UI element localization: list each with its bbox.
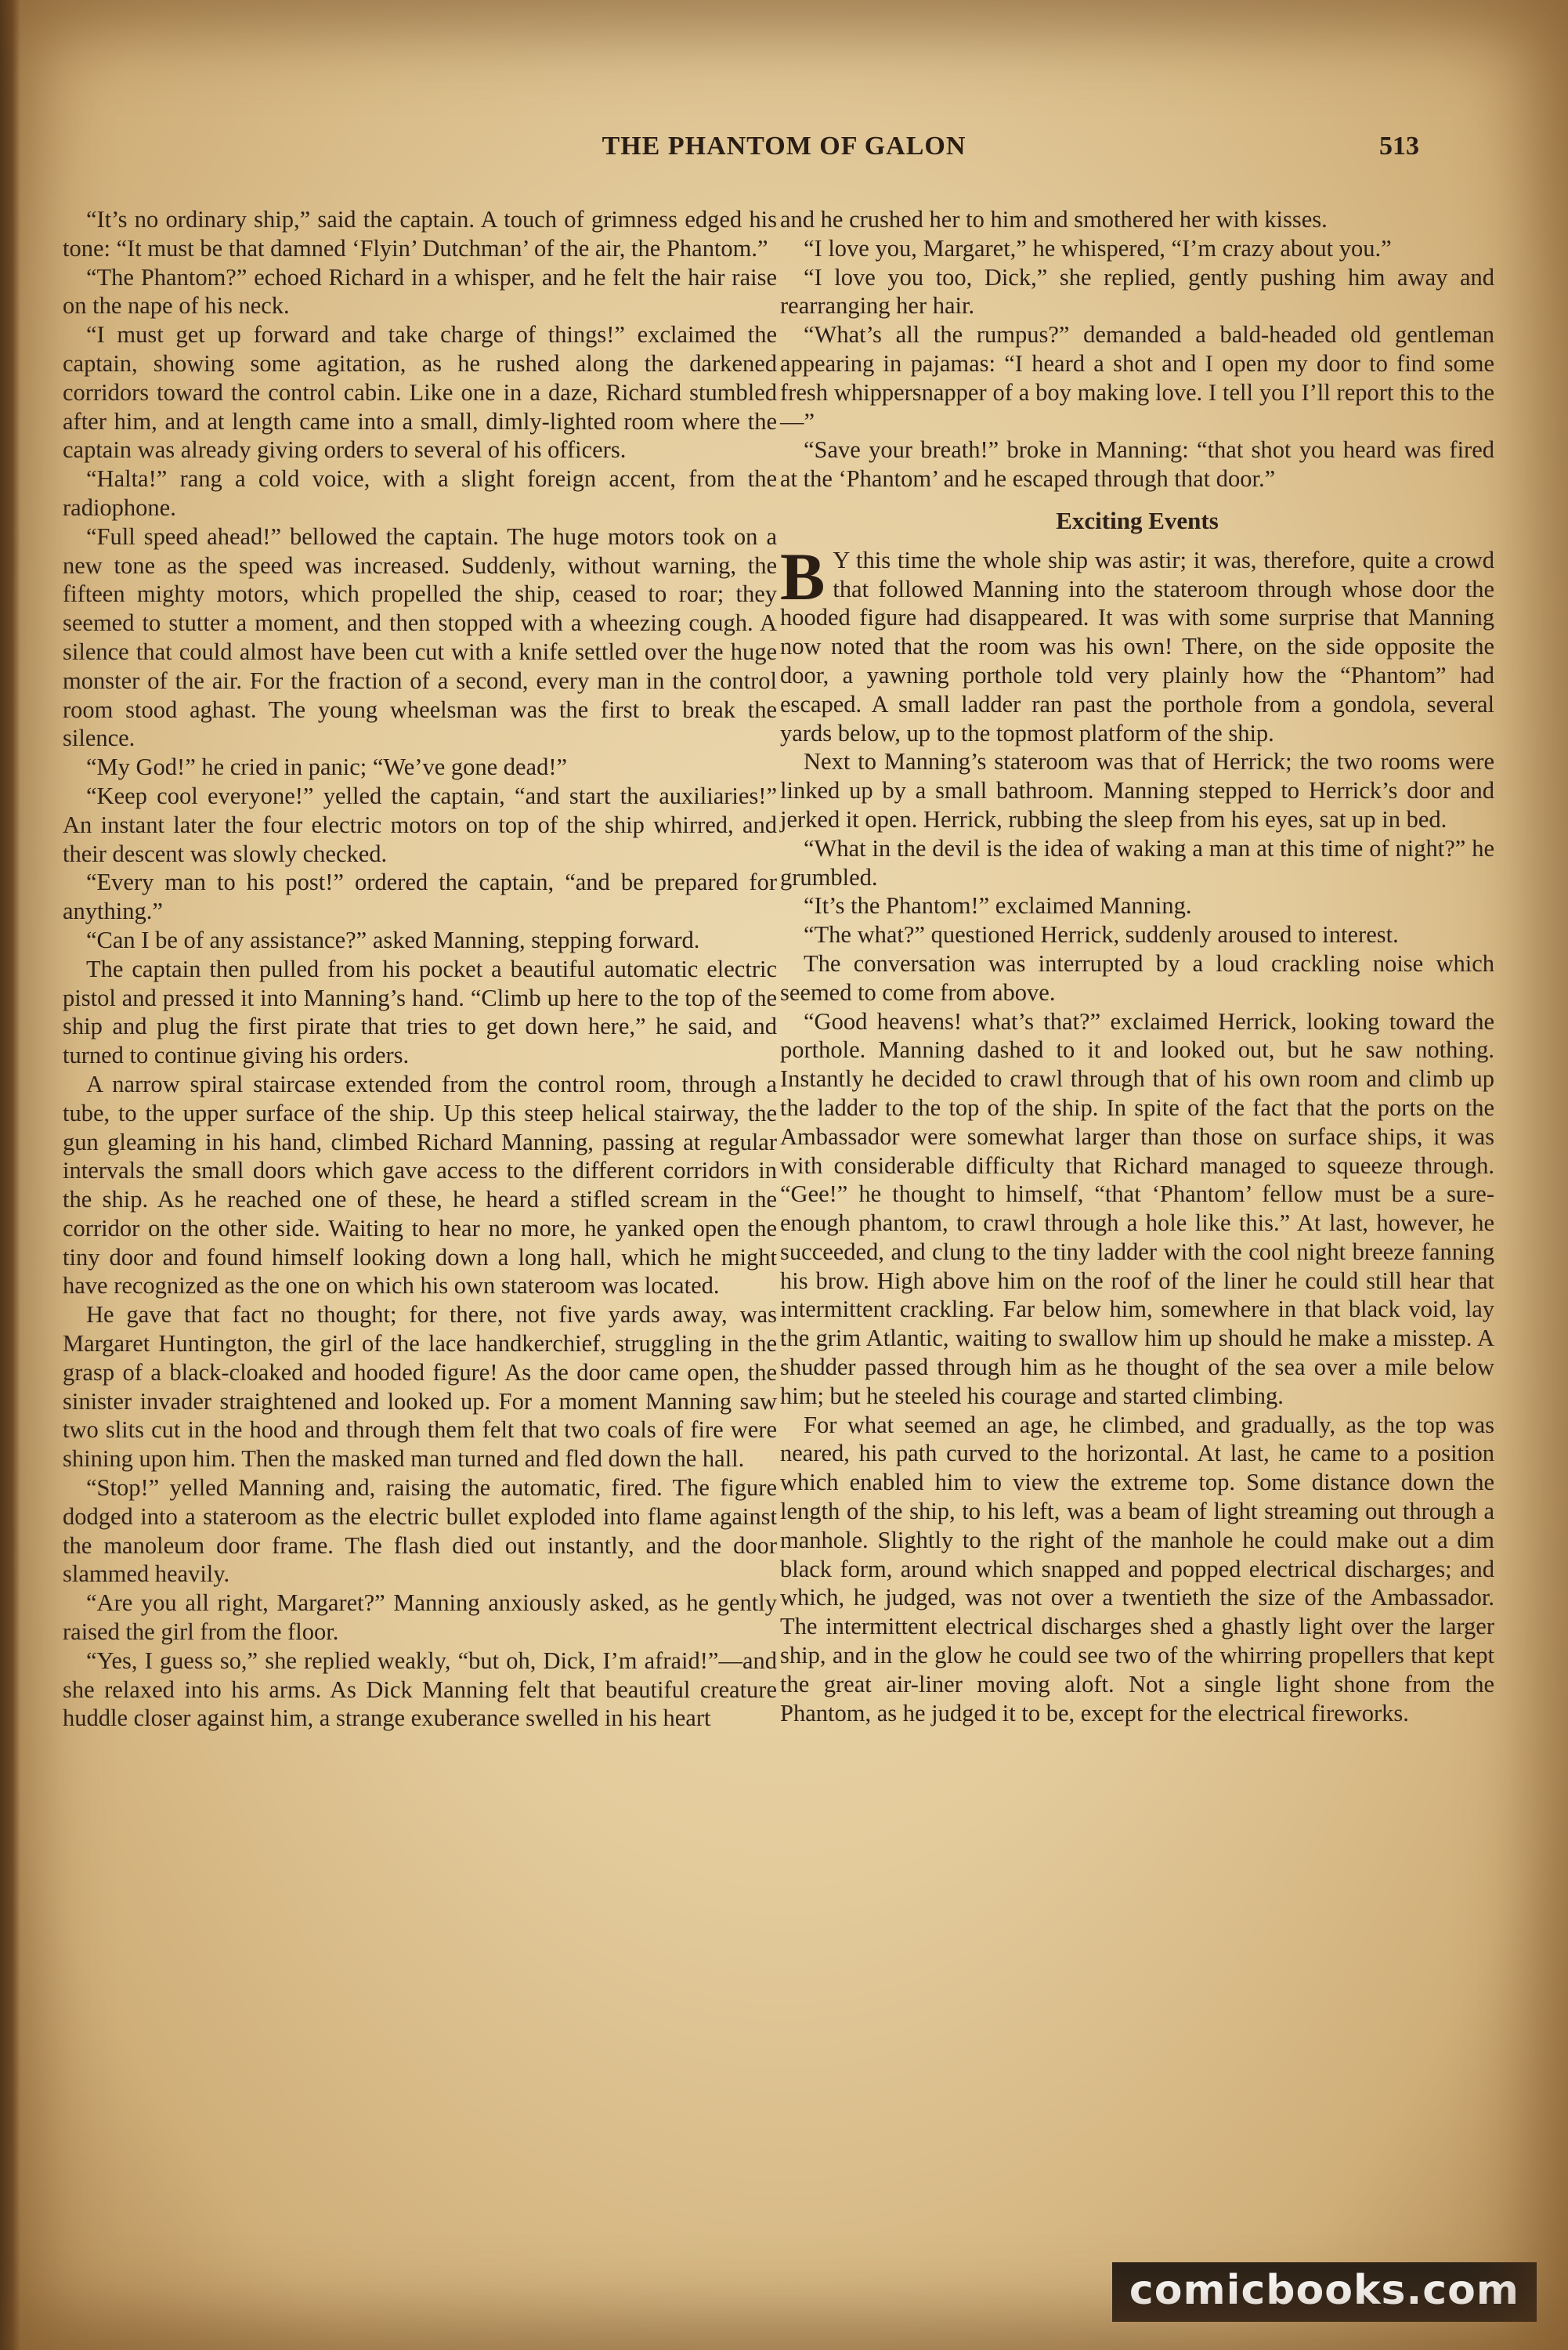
paragraph: “I love you, Margaret,” he whispered, “I’m crazy about you.”	[804, 234, 1392, 262]
paragraph: “It’s no ordinary ship,” said the captain. A touch of grimness edged his tone: “It must be that damned ‘Flyin’ Dutchman’ of the air, the Phantom.”	[63, 206, 777, 262]
paragraph: “Every man to his post!” ordered the captain, “and be prepared for anything.”	[63, 869, 777, 925]
paragraph: “Keep cool everyone!” yelled the captain, “and start the auxiliaries!” An instant later the four electric motors on top of the ship whirred, and their descent was slowly checked.	[63, 782, 777, 867]
drop-cap-letter: B	[780, 538, 826, 614]
right-column	[780, 205, 1494, 1727]
paragraph: “Yes, I guess so,” she replied weakly, “but oh, Dick, I’m afraid!”—and she relaxed into his arms. As Dick Manning felt that beautiful creature huddle closer against him, a strange exuberance swelled in his heart	[63, 1647, 777, 1732]
paragraph: “Stop!” yelled Manning and, raising the automatic, fired. The figure dodged into a stateroom as the electric bullet exploded into flame against the manoleum door frame. The flash died out instantly, and the door slammed heavily.	[63, 1474, 777, 1588]
paragraph: “My God!” he cried in panic; “We’ve gone dead!”	[86, 754, 568, 781]
paragraph: and he crushed her to him and smothered her with kisses.	[780, 206, 1328, 233]
paragraph: For what seemed an age, he climbed, and gradually, as the top was neared, his path curved to the horizontal. At last, he came to a position which enabled him to view the extreme top. Some distance down the length of the ship, to his left, was a beam of light streaming out through a manhole. Slightly to the right of the manhole he could make out a dim black form, around which snapped and popped electrical discharges; and which, he judged, was not over a twentieth the size of the Ambassador. The intermittent electrical discharges shed a ghastly light over the larger ship, and in the glow he could see two of the whirring propellers that kept the great air-liner moving aloft. Not a single light shone from the Phantom, as he judged it to be, except for the electrical fireworks.	[780, 1411, 1494, 1726]
paragraph: He gave that fact no thought; for there, not five yards away, was Margaret Huntington, the girl of the lace handkerchief, struggling in the grasp of a black-cloaked and hooded figure! As the door came open, the sinister invader straightened and looked up. For a moment Manning saw two slits cut in the hood and through them felt that two coals of fire were shining upon him. Then the masked man turned and fled down the hall.	[63, 1301, 777, 1473]
paragraph: “Halta!” rang a cold voice, with a slight foreign accent, from the radiophone.	[63, 465, 777, 521]
paragraph: “What in the devil is the idea of waking a man at this time of night?” he grumbled.	[780, 834, 1494, 891]
running-title: THE PHANTOM OF GALON	[602, 132, 966, 161]
paragraph: “What’s all the rumpus?” demanded a bald-headed old gentleman appearing in pajamas: “I heard a shot and I open my door to find some fresh whippersnapper of a boy making love. I tell you I’ll report this to the—”	[780, 321, 1494, 435]
paragraph: Next to Manning’s stateroom was that of Herrick; the two rooms were linked up by a small bathroom. Manning stepped to Herrick’s door and jerked it open. Herrick, rubbing the sleep from his eyes, sat up in bed.	[780, 748, 1494, 833]
paragraph: “Save your breath!” broke in Manning: “that shot you heard was fired at the ‘Phantom’ and he escaped through that door.”	[780, 436, 1494, 493]
paragraph: “Good heavens! what’s that?” exclaimed Herrick, looking toward the porthole. Manning dashed to it and looked out, but he saw nothing. Instantly he decided to crawl through that of his own room and climb up the ladder to the top of the ship. In spite of the fact that the ports on the Ambassador were somewhat larger than those on surface ships, it was with considerable difficulty that Richard managed to squeeze through. “Gee!” he thought to himself, “that ‘Phantom’ fellow must be a sure-enough phantom, to crawl through a hole like this.” At last, however, he succeeded, and clung to the tiny ladder with the cool night breeze fanning his brow. High above him on the roof of the liner he could still hear that intermittent crackling. Far below him, somewhere in that black void, lay the grim Atlantic, waiting to swallow him up should he make a misstep. A shudder passed through him as he thought of the sea over a mile below him; but he steeled his courage and started climbing.	[780, 1007, 1494, 1409]
paragraph: “Can I be of any assistance?” asked Manning, stepping forward.	[86, 926, 700, 953]
section-heading: Exciting Events	[1056, 506, 1219, 534]
dropcap-paragraph	[780, 538, 1494, 748]
page-left-edge	[0, 0, 20, 2350]
paragraph: “The Phantom?” echoed Richard in a whisper, and he felt the hair raise on the nape of his neck.	[63, 263, 777, 320]
paragraph: “The what?” questioned Herrick, suddenly aroused to interest.	[804, 921, 1399, 949]
paragraph: “I love you too, Dick,” she replied, gently pushing him away and rearranging her hair.	[780, 263, 1494, 320]
paragraph: “Full speed ahead!” bellowed the captain. The huge motors took on a new tone as the speed was increased. Suddenly, without warning, the fifteen mighty motors, which propelled the ship, ceased to roar; they seemed to stutter a moment, and then stopped with a wheezing cough. A silence that could almost have been cut with a knife settled over the huge monster of the air. For the fraction of a second, every man in the control room stood aghast. The young wheelsman was the first to break the silence.	[63, 522, 777, 752]
paragraph: “Are you all right, Margaret?” Manning anxiously asked, as he gently raised the girl from the floor.	[63, 1589, 777, 1646]
dropcap-paragraph-text: Y this time the whole ship was astir; it was, therefore, quite a crowd that followed Manning into the stateroom through whose door the hooded figure had disappeared. It was with some surprise that Manning now noted that the room was his own! There, on the side opposite the door, a yawning porthole told very plainly how the “Phantom” had escaped. A small ladder ran past the porthole from a gondola, several yards below, up to the topmost platform of the ship.	[780, 546, 1494, 747]
paragraph: A narrow spiral staircase extended from the control room, through a tube, to the upper surface of the ship. Up this steep helical stairway, the gun gleaming in his hand, climbed Richard Manning, passing at regular intervals the small doors which gave access to the different corridors in the ship. As he reached one of these, he heard a stifled scream in the corridor on the other side. Waiting to hear no more, he yanked open the tiny door and found himself looking down a long hall, which he might have recognized as the one on which his own stateroom was located.	[63, 1070, 777, 1300]
paragraph: The captain then pulled from his pocket a beautiful automatic electric pistol and pressed it into Manning’s hand. “Climb up here to the top of the ship and plug the first pirate that tries to get down here,” he said, and turned to continue giving his orders.	[63, 955, 777, 1069]
page-number: 513	[1379, 132, 1419, 161]
paragraph: “It’s the Phantom!” exclaimed Manning.	[804, 892, 1192, 920]
paragraph: The conversation was interrupted by a loud crackling noise which seemed to come from above.	[780, 949, 1494, 1006]
site-watermark: comicbooks.com	[1112, 2262, 1537, 2322]
left-column	[63, 205, 777, 1733]
paragraph: “I must get up forward and take charge of things!” exclaimed the captain, showing some agitation, as he rushed along the darkened corridors toward the control cabin. Like one in a daze, Richard stumbled after him, and at length came into a small, dimly-lighted room where the captain was already giving orders to several of his officers.	[63, 321, 777, 464]
running-head	[0, 132, 1568, 169]
